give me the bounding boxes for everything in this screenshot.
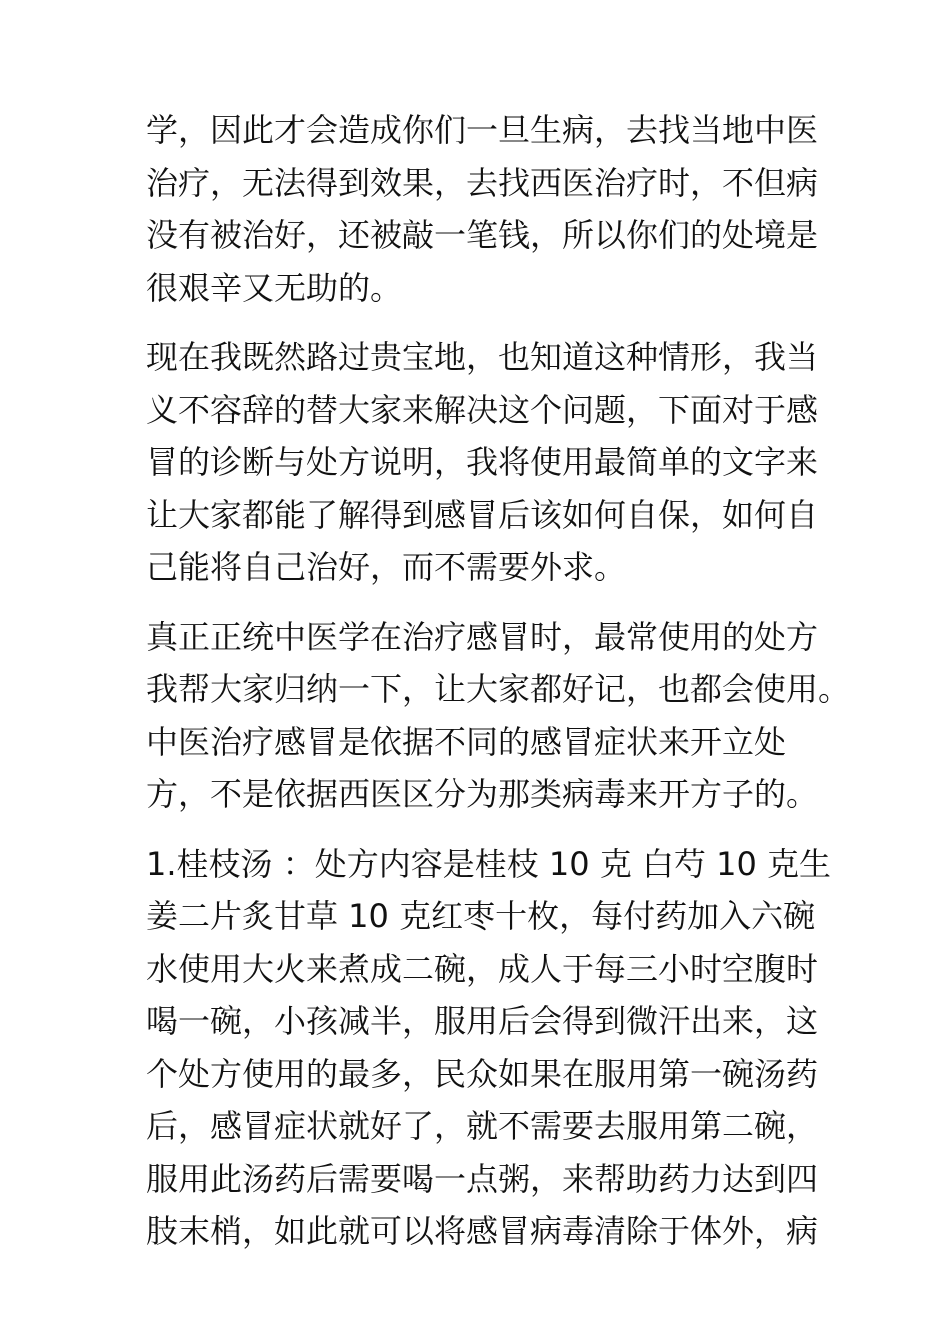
text-line: 个处方使用的最多，民众如果在服用第一碗汤药 [146,1054,819,1093]
text-line: 我帮大家归纳一下，让大家都好记，也都会使用。 [146,670,851,708]
text-line: 方，不是依据西医区分为那类病毒来开方子的。 [146,775,819,813]
text-line: 很艰辛又无助的。 [146,268,403,307]
text-line: 己能将自己治好，而不需要外求。 [146,548,627,586]
paragraph-4 [146,838,832,1258]
text-line: 让大家都能了解得到感冒后该如何自保，如何自 [146,495,819,534]
text-line: 姜二片炙甘草 10 克红枣十枚，每付药加入六碗 [146,897,816,935]
text-line: 水使用大火来煮成二碗，成人于每三小时空腹时 [146,949,819,988]
paragraph-1 [146,104,819,314]
document-body [146,104,851,1275]
text-line: 服用此汤药后需要喝一点粥，来帮助药力达到四 [146,1159,819,1198]
text-line: 冒的诊断与处方说明，我将使用最简单的文字来 [146,443,819,481]
text-line: 现在我既然路过贵宝地，也知道这种情形，我当 [146,338,819,376]
paragraph-3 [146,611,851,821]
text-line: 1.桂枝汤 ：处方内容是桂枝 10 克 白芍 10 克生 [146,844,832,883]
text-line: 肢末梢，如此就可以将感冒病毒清除于体外，病 [146,1212,819,1250]
text-line: 治疗，无法得到效果，去找西医治疗时，不但病 [146,163,819,202]
text-line: 没有被治好，还被敲一笔钱，所以你们的处境是 [146,216,819,254]
text-line: 学，因此才会造成你们一旦生病，去找当地中医 [146,111,819,149]
text-line: 中医治疗感冒是依据不同的感冒症状来开立处 [146,722,787,761]
text-line: 真正正统中医学在治疗感冒时，最常使用的处方 [146,617,819,656]
text-line: 义不容辞的替大家来解决这个问题，下面对于感 [146,390,819,429]
text-line: 喝一碗，小孩减半，服用后会得到微汗出来，这 [146,1002,819,1040]
text-line: 后，感冒症状就好了，就不需要去服用第二碗， [146,1107,819,1145]
paragraph-2 [146,331,819,594]
